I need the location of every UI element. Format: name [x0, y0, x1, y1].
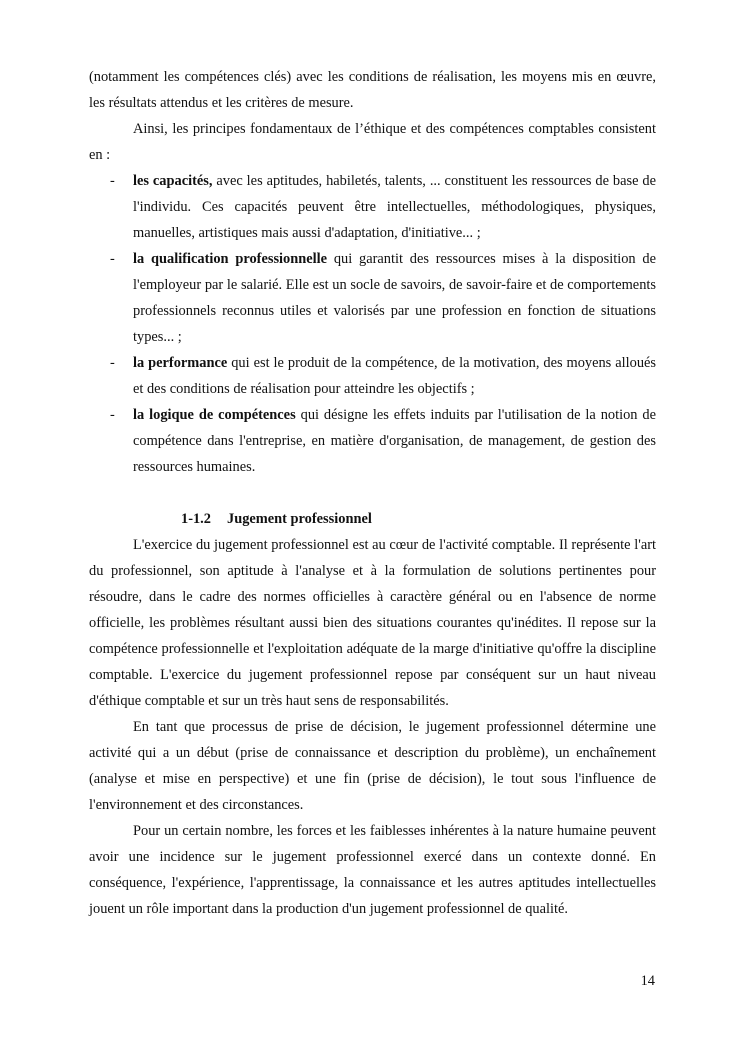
list-item-logique [89, 402, 656, 480]
list-item-performance [89, 350, 656, 402]
list-item-capacites [89, 168, 656, 246]
bullet-dash: - [110, 355, 115, 371]
bullet-dash: - [110, 251, 115, 267]
bullet-dash: - [110, 173, 115, 189]
principles-list [89, 168, 656, 480]
list-item-term: la performance [133, 355, 228, 371]
section-heading [89, 506, 656, 532]
body-paragraph-human-nature: Pour un certain nombre, les forces et les faiblesses inhérentes à la nature humaine peuvent avoir une incidence sur le jugement professionnel exercé dans un contexte donné. En conséquence, l'expérience, l'apprentissage, la connaissance et les autres aptitudes intellectuelles jouent un rôle important dans la production d'un jugement professionnel de qualité. [89, 823, 656, 917]
list-item-text: qui désigne les effets induits par l'utilisation de la notion de compétence dans l'entreprise, en matière d'organisation, de management, de gestion des ressources humaines. [133, 407, 656, 475]
list-item-text: qui est le produit de la compétence, de la motivation, des moyens alloués et des conditions de réalisation pour atteindre les objectifs ; [133, 355, 657, 397]
list-item-term: la logique de compétences [133, 407, 296, 423]
intro-paragraph-continued: (notamment les compétences clés) avec les conditions de réalisation, les moyens mis en œuvre, les résultats attendus et les critères de mesure. [89, 69, 656, 111]
list-item-text: qui garantit des ressources mises à la disposition de l'employeur par le salarié. Elle est un socle de savoirs, de savoir-faire et de comportements professionnels reconnus utiles et valorisés par une profession en fonction de situations types... ; [133, 251, 656, 345]
body-paragraph-process: En tant que processus de prise de décision, le jugement professionnel détermine une activité qui a un début (prise de connaissance et description du problème), un enchaînement (analyse et mise en perspective) et une fin (prise de décision), le tout sous l'influence de l'environnement et des circonstances. [89, 719, 656, 813]
body-paragraph-definition: L'exercice du jugement professionnel est au cœur de l'activité comptable. Il représente l'art du professionnel, son aptitude à l'analyse et à la formulation de solutions pertinentes pour résoudre, dans le cadre des normes officielles à caractère général ou en l'absence de norme officielle, les problèmes résultant aussi bien des situations courantes qu'inédites. Il repose sur la compétence professionnelle et l'exploitation adéquate de la marge d'initiative qu'offre la discipline comptable. L'exercice du jugement professionnel repose par conséquent sur un haut niveau d'éthique comptable et sur un très haut sens de responsabilités. [89, 537, 656, 709]
bullet-dash: - [110, 407, 115, 423]
list-item-term: les capacités, [133, 173, 213, 189]
section-title: Jugement professionnel [227, 511, 372, 527]
page-number: 14 [640, 973, 655, 989]
list-item-term: la qualification professionnelle [133, 251, 328, 267]
section-number: 1-1.2 [181, 511, 211, 527]
list-item-text: avec les aptitudes, habiletés, talents, ... constituent les ressources de base de l'individu. Ces capacités peuvent être intellectuelles, méthodologiques, physiques, manuelles, artistiques mais aussi d'adaptation, d'initiative... ; [133, 173, 656, 241]
list-item-qualification [89, 246, 656, 350]
document-page [89, 64, 656, 922]
intro-paragraph-principles: Ainsi, les principes fondamentaux de l’éthique et des compétences comptables consistent en : [89, 121, 656, 163]
